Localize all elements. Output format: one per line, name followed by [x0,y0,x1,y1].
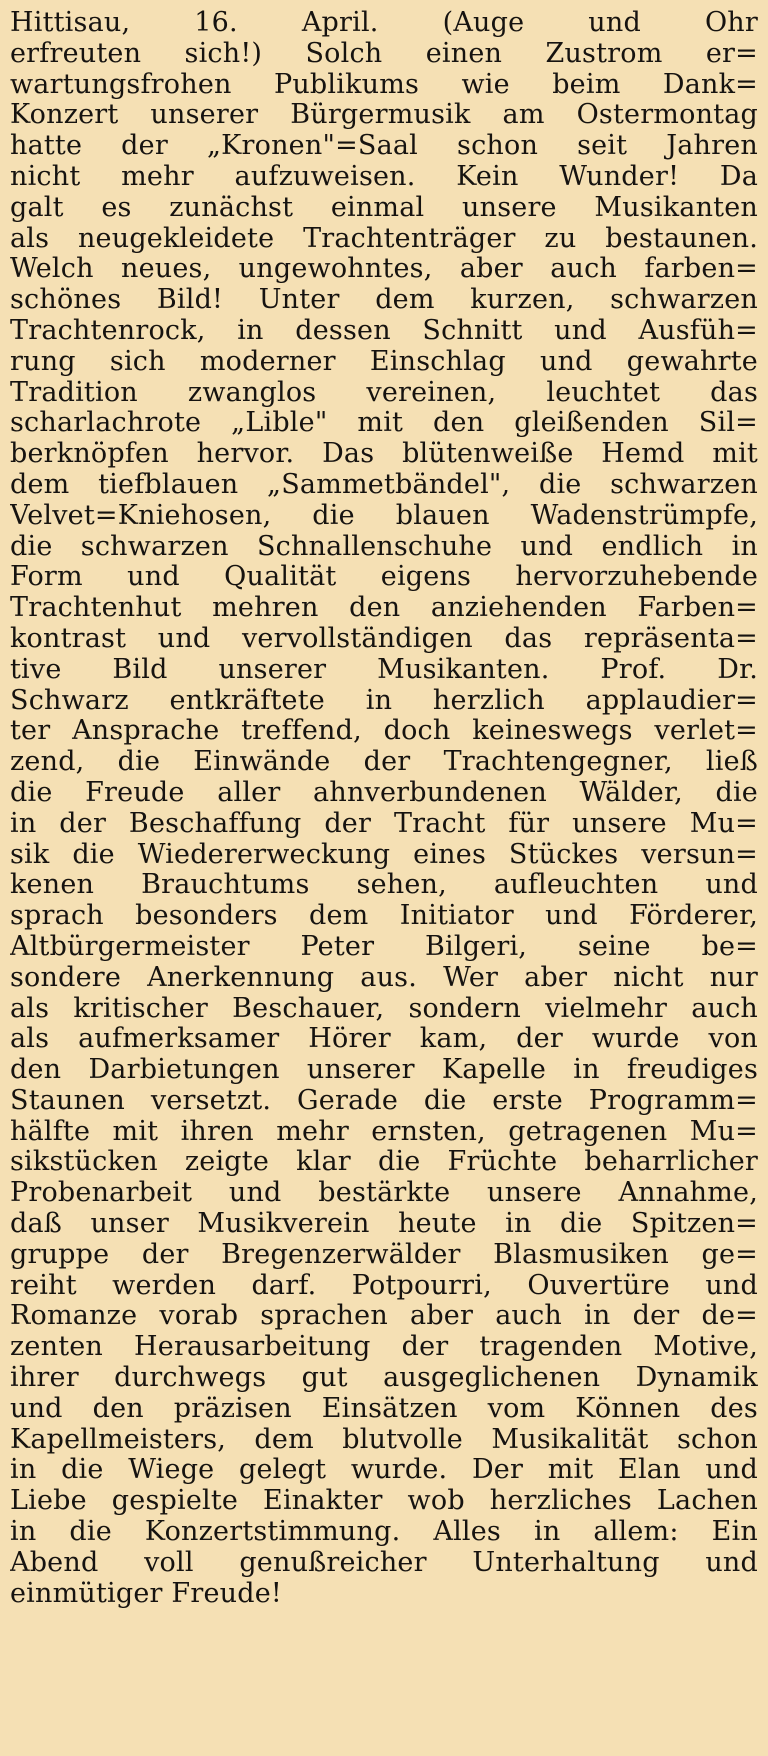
article-line: in die Konzertstimmung. Alles in allem: Ein [10,1517,758,1548]
article-line: erfreuten sich!) Solch einen Zustrom er= [10,38,758,69]
article-line: Welch neues, ungewohntes, aber auch farben= [10,254,758,285]
article-line: zend, die Einwände der Trachtengegner, ließ [10,747,758,778]
article-line: Trachtenhut mehren den anziehenden Farben= [10,593,758,624]
article-line: Altbürgermeister Peter Bilgeri, seine be= [10,931,758,962]
article-line: berknöpfen hervor. Das blütenweiße Hemd mit [10,439,758,470]
article-line: als neugekleidete Trachtenträger zu bestaunen. [10,223,758,254]
article-line: und den präzisen Einsätzen vom Können des [10,1393,758,1424]
article-line: zenten Herausarbeitung der tragenden Motive, [10,1332,758,1363]
article-line: gruppe der Bregenzerwälder Blasmusiken ge= [10,1239,758,1270]
article-line: galt es zunächst einmal unsere Musikanten [10,192,758,223]
article-line: sprach besonders dem Initiator und Förderer, [10,901,758,932]
article-line: kontrast und vervollständigen das repräsenta= [10,623,758,654]
article-line: sik die Wiedererweckung eines Stückes versun= [10,839,758,870]
article-line: Liebe gespielte Einakter wob herzliches Lachen [10,1486,758,1517]
article-line: Velvet=Kniehosen, die blauen Wadenstrümpfe, [10,500,758,531]
article-line: Schwarz entkräftete in herzlich applaudier= [10,685,758,716]
article-line: die Freude aller ahnverbundenen Wälder, die [10,777,758,808]
article-line: den Darbietungen unserer Kapelle in freudiges [10,1055,758,1086]
article-line: wartungsfrohen Publikums wie beim Dank= [10,69,758,100]
article-line: rung sich moderner Einschlag und gewahrte [10,346,758,377]
article-line: als kritischer Beschauer, sondern vielmehr auch [10,993,758,1024]
article-line: ter Ansprache treffend, doch keineswegs verlet= [10,716,758,747]
article-line: Trachtenrock, in dessen Schnitt und Ausfüh= [10,315,758,346]
article-line: als aufmerksamer Hörer kam, der wurde von [10,1024,758,1055]
article-line: Form und Qualität eigens hervorzuhebende [10,562,758,593]
article-line: hatte der „Kronen"=Saal schon seit Jahren [10,131,758,162]
article-line: scharlachrote „Lible" mit den gleißenden Sil= [10,408,758,439]
article-line: Abend voll genußreicher Unterhaltung und [10,1547,758,1578]
article-line: in der Beschaffung der Tracht für unsere Mu= [10,808,758,839]
article-line: tive Bild unserer Musikanten. Prof. Dr. [10,654,758,685]
article-line: nicht mehr aufzuweisen. Kein Wunder! Da [10,161,758,192]
article-line: Hittisau, 16. April. (Auge und Ohr [10,8,758,38]
article-line: in die Wiege gelegt wurde. Der mit Elan und [10,1455,758,1486]
article-line: Tradition zwanglos vereinen, leuchtet das [10,377,758,408]
article-body [10,8,758,1609]
article-line: reiht werden darf. Potpourri, Ouvertüre und [10,1270,758,1301]
article-line: sikstücken zeigte klar die Früchte beharrlicher [10,1147,758,1178]
article-line: ihrer durchwegs gut ausgeglichenen Dynamik [10,1363,758,1394]
article-line: hälfte mit ihren mehr ernsten, getragenen Mu= [10,1116,758,1147]
article-line: daß unser Musikverein heute in die Spitzen= [10,1209,758,1240]
article-line: einmütiger Freude! [10,1578,282,1609]
article-line: Kapellmeisters, dem blutvolle Musikalität schon [10,1424,758,1455]
article-line: Staunen versetzt. Gerade die erste Programm= [10,1085,758,1116]
article-line: Romanze vorab sprachen aber auch in der de= [10,1301,758,1332]
article-line: Konzert unserer Bürgermusik am Ostermontag [10,100,758,131]
article-line: sondere Anerkennung aus. Wer aber nicht nur [10,962,758,993]
article-line: Probenarbeit und bestärkte unsere Annahme, [10,1178,758,1209]
article-line: schönes Bild! Unter dem kurzen, schwarzen [10,285,758,316]
article-line: dem tiefblauen „Sammetbändel", die schwarzen [10,469,758,500]
article-line: die schwarzen Schnallenschuhe und endlich in [10,531,758,562]
article-line: kenen Brauchtums sehen, aufleuchten und [10,870,758,901]
